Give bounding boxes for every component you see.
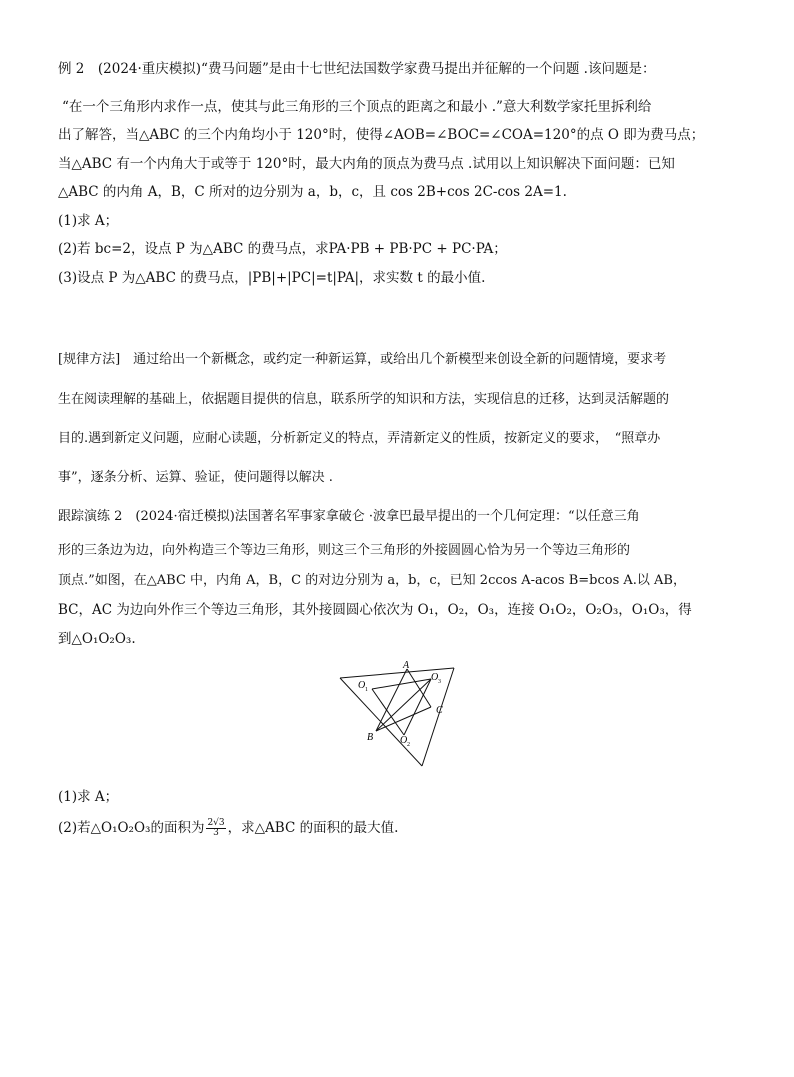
label-O1-sub: 1 xyxy=(365,687,368,693)
fraction-numerator: 2√3 xyxy=(207,818,225,828)
label-O3-sub: 3 xyxy=(438,679,441,685)
figure-line xyxy=(407,669,431,707)
method-line-3: 目的.遇到新定义问题，应耐心读题，分析新定义的特点，弄清新定义的性质，按新定义的要求， “照章办 xyxy=(58,431,661,446)
napoleon-triangle-figure xyxy=(334,655,464,770)
figure-line xyxy=(376,707,431,731)
example-text-line-1: “在一个三角形内求作一点，使其与此三角形的三个顶点的距离之和最小 .”意大利数学家托里拆利给 xyxy=(62,99,652,115)
label-O2-sub: 2 xyxy=(407,742,410,748)
label-O1: O xyxy=(358,680,366,691)
practice-line-4: BC，AC 为边向外作三个等边三角形，其外接圆圆心依次为 O₁，O₂，O₃，连接 O₁O₂，O₂O₃，O₁O₃，得 xyxy=(58,602,692,618)
practice-question-2 xyxy=(58,819,398,838)
label-O3: O xyxy=(431,672,439,683)
example-question-2: (2)若 bc=2，设点 P 为△ABC 的费马点，求PA·PB + PB·PC + PC·PA； xyxy=(58,241,507,257)
practice-line-2: 形的三条边为边，向外构造三个等边三角形，则这三个三角形的外接圆圆心恰为另一个等边三角形的 xyxy=(58,543,631,558)
example-text-line-3: 当△ABC 有一个内角大于或等于 120°时，最大内角的顶点为费马点 .试用以上知识解决下面问题：已知 xyxy=(58,156,675,172)
fraction xyxy=(206,819,225,838)
practice-question-2-after: ，求△ABC 的面积的最大值. xyxy=(227,820,399,836)
example-text-line-2: 出了解答，当△ABC 的三个内角均小于 120°时，使得∠AOB=∠BOC=∠COA=120°的点 O 即为费马点； xyxy=(58,127,705,143)
figure-line xyxy=(376,669,407,731)
practice-line-3: 顶点.”如图，在△ABC 中，内角 A，B，C 的对边分别为 a，b，c，已知 2ccos A-acos B=bcos A.以 AB， xyxy=(58,573,686,588)
example-heading: 例 2 (2024·重庆模拟)“费马问题”是由十七世纪法国数学家费马提出并征解的一个问题 .该问题是： xyxy=(58,61,656,77)
label-A: A xyxy=(403,660,410,671)
practice-question-1: (1)求 A； xyxy=(58,789,119,805)
practice-question-2-before: (2)若△O₁O₂O₃的面积为 xyxy=(58,820,205,836)
practice-line-1: 跟踪演练 2 (2024·宿迁模拟)法国著名军事家拿破仑 ·波拿巴最早提出的一个几何定理：“以任意三角 xyxy=(58,509,640,524)
method-line-1: [规律方法] 通过给出一个新概念，或约定一种新运算，或给出几个新模型来创设全新的问题情境，要求考 xyxy=(58,352,667,367)
example-question-1: (1)求 A； xyxy=(58,213,119,229)
label-C: C xyxy=(436,705,443,716)
figure-line xyxy=(404,679,431,735)
figure-line xyxy=(372,689,404,735)
fraction-denominator: 3 xyxy=(213,828,219,838)
method-line-4: 事”，逐条分析、运算、验证，使问题得以解决 . xyxy=(58,470,333,485)
label-B: B xyxy=(367,732,374,743)
method-line-2: 生在阅读理解的基础上，依据题目提供的信息，联系所学的知识和方法，实现信息的迁移，达到灵活解题的 xyxy=(58,392,670,407)
practice-line-5: 到△O₁O₂O₃. xyxy=(58,631,136,647)
example-question-3: (3)设点 P 为△ABC 的费马点，|PB|+|PC|=t|PA|，求实数 t 的最小值. xyxy=(58,270,486,286)
label-O2: O xyxy=(400,735,408,746)
example-text-line-4: △ABC 的内角 A，B，C 所对的边分别为 a，b，c，且 cos 2B+cos 2C-cos 2A=1. xyxy=(58,184,567,200)
